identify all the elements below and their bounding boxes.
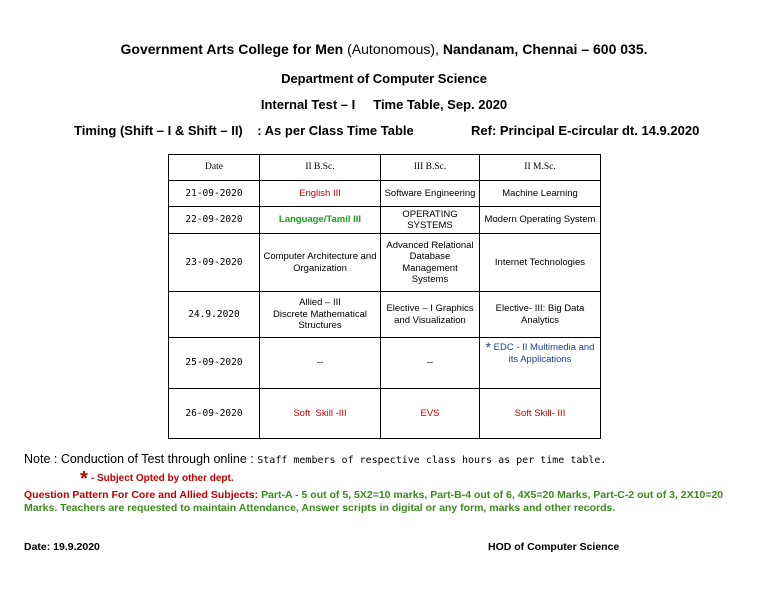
test-title — [0, 97, 768, 112]
row-iii-bsc: OPERATING SYSTEMS — [381, 207, 480, 234]
table-row — [169, 234, 601, 292]
star-icon: * — [80, 468, 88, 490]
timing-line: Timing (Shift – I & Shift – II) : As per Class Time Table — [74, 123, 414, 138]
test-name: Internal Test – I — [260, 97, 356, 112]
department-title: Department of Computer Science — [281, 71, 487, 86]
row-iii-bsc: Elective – I Graphics and Visualization — [381, 292, 480, 338]
star-legend-text: - Subject Opted by other dept. — [90, 473, 234, 484]
question-pattern-text: Part-A - 5 out of 5, 5X2=10 marks, Part-B-4 out of 6, 4X5=20 Marks, Part-C-2 out of 3, 2X10=20 Marks. Teachers are requested to maintain Attendance, Answer scripts in digital or any form, marks and other records. — [24, 489, 724, 514]
timetable — [168, 154, 601, 439]
row-date: 26-09-2020 — [169, 389, 260, 439]
table-row — [169, 338, 601, 389]
row-ii-bsc: Soft Skill -III — [260, 389, 381, 439]
row-iii-bsc: EVS — [381, 389, 480, 439]
row-ii-msc — [480, 338, 601, 389]
row-ii-bsc: English III — [260, 181, 381, 207]
header-ii-bsc: II B.Sc. — [260, 155, 381, 181]
question-pattern — [24, 489, 744, 515]
row-ii-bsc: -- — [260, 338, 381, 389]
allied-subject: Discrete Mathematical Structures — [273, 308, 367, 332]
header-ii-msc: II M.Sc. — [480, 155, 601, 181]
row-iii-bsc: -- — [381, 338, 480, 389]
row-ii-bsc — [260, 292, 381, 338]
row-ii-msc: Machine Learning — [480, 181, 601, 207]
row-date: 23-09-2020 — [169, 234, 260, 292]
table-row — [169, 207, 601, 234]
question-pattern-label: Question Pattern For Core and Allied Subjects: — [24, 489, 259, 501]
college-status: (Autonomous), — [347, 41, 439, 57]
row-date: 25-09-2020 — [169, 338, 260, 389]
college-place: Nandanam, Chennai – 600 035. — [442, 41, 648, 57]
college-title — [0, 41, 768, 57]
table-header-row — [169, 155, 601, 181]
row-ii-msc: Internet Technologies — [480, 234, 601, 292]
note-label: Note : Conduction of Test through online : — [24, 452, 254, 466]
row-iii-bsc: Advanced Relational Database Management Systems — [381, 234, 480, 292]
header-iii-bsc: III B.Sc. — [381, 155, 480, 181]
note-line — [24, 452, 606, 466]
row-ii-msc: Modern Operating System — [480, 207, 601, 234]
row-ii-msc: Soft Skill- III — [480, 389, 601, 439]
table-row — [169, 181, 601, 207]
other-dept-star-icon: * — [485, 339, 491, 355]
allied-label: Allied – III — [299, 297, 341, 309]
row-date: 24.9.2020 — [169, 292, 260, 338]
reference-line: Ref: Principal E-circular dt. 14.9.2020 — [471, 123, 700, 138]
row-date: 22-09-2020 — [169, 207, 260, 234]
row-ii-bsc: Language/Tamil III — [260, 207, 381, 234]
issue-date: Date: 19.9.2020 — [24, 541, 100, 553]
star-legend — [80, 468, 234, 491]
header-date: Date — [169, 155, 260, 181]
timetable-label: Time Table, Sep. 2020 — [373, 97, 508, 112]
table-row — [169, 389, 601, 439]
hod-signature: HOD of Computer Science — [488, 541, 620, 553]
row-ii-msc: Elective- III: Big Data Analytics — [480, 292, 601, 338]
college-name: Government Arts College for Men — [120, 41, 344, 57]
row-date: 21-09-2020 — [169, 181, 260, 207]
edc-subject: EDC - II Multimedia and its Applications — [493, 342, 595, 365]
row-iii-bsc: Software Engineering — [381, 181, 480, 207]
row-ii-bsc: Computer Architecture and Organization — [260, 234, 381, 292]
note-text: Staff members of respective class hours as per time table. — [257, 455, 607, 466]
table-row — [169, 292, 601, 338]
